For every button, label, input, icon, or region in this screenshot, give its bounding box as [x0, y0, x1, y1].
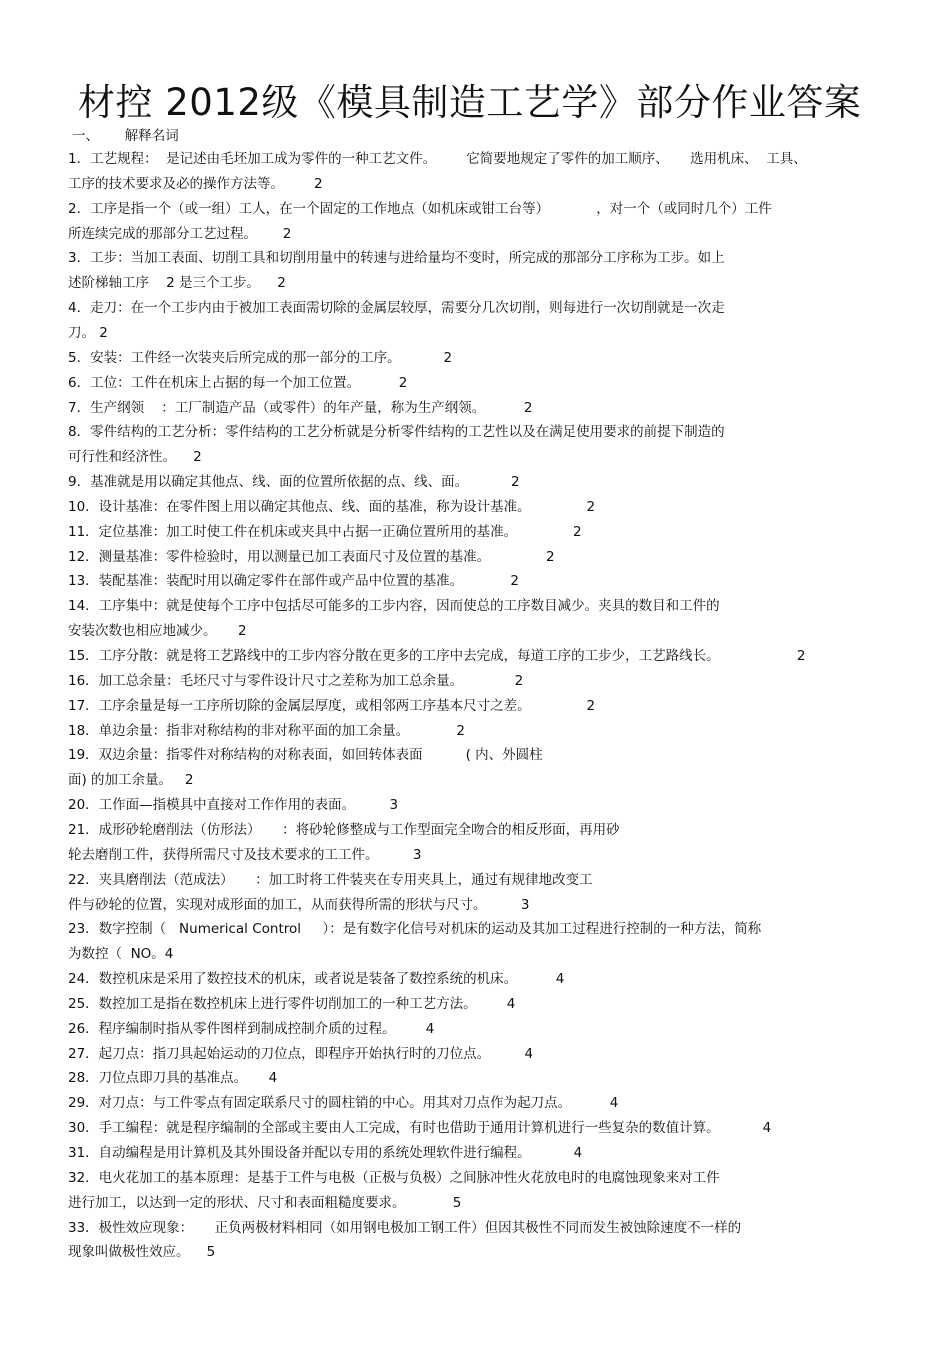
text-line: 2．工序是指一个（或一组）工人，在一个固定的工作地点（如机床或钳工台等） ，对一个（或同时几个）工件 — [68, 200, 772, 217]
text-line: 26．程序编制时指从零件图样到制成控制介质的过程。 4 — [68, 1020, 435, 1037]
text-line: 所连续完成的那部分工艺过程。 2 — [68, 225, 292, 242]
text-line: 16．加工总余量：毛坯尺寸与零件设计尺寸之差称为加工总余量。 2 — [68, 672, 524, 689]
text-line: 1．工艺规程： 是记述由毛坯加工成为零件的一种工艺文件。 它简要地规定了零件的加工顺序、 选用机床、 工具、 — [68, 151, 807, 167]
text-line: 进行加工，以达到一定的形状、尺寸和表面粗糙度要求。 5 — [68, 1194, 462, 1211]
text-line: 13．装配基准：装配时用以确定零件在部件或产品中位置的基准。 2 — [68, 573, 519, 590]
text-line: 10．设计基准：在零件图上用以确定其他点、线、面的基准，称为设计基准。 2 — [68, 498, 596, 515]
text-line: 9．基准就是用以确定其他点、线、面的位置所依据的点、线、面。 2 — [68, 474, 520, 491]
text-line: 20．工作面—指模具中直接对工作作用的表面。 3 — [68, 797, 399, 814]
text-line: 为数控（ NO。4 — [68, 946, 174, 963]
text-line: 28．刀位点即刀具的基准点。 4 — [68, 1070, 278, 1087]
text-line: 12．测量基准：零件检验时，用以测量已加工表面尺寸及位置的基准。 2 — [68, 548, 555, 565]
text-line: 6．工位：工件在机床上占据的每一个加工位置。 2 — [68, 374, 408, 391]
text-line: 19．双边余量：指零件对称结构的对称表面，如回转体表面 ( 内、外圆柱 — [68, 747, 543, 764]
text-line: 件与砂轮的位置，实现对成形面的加工，从而获得所需的形状与尺寸。 3 — [68, 896, 530, 913]
text-line: 述阶梯轴工序 2 是三个工步。 2 — [68, 275, 286, 292]
text-line: 3．工步：当加工表面、切削工具和切削用量中的转速与进给量均不变时，所完成的那部分工序称为工步。如上 — [68, 250, 725, 267]
text-line: 14．工序集中：就是使每个工序中包括尽可能多的工步内容，因而使总的工序数目减少。夹具的数目和工件的 — [68, 598, 720, 615]
section-heading: 一、 解释名词 — [72, 128, 179, 144]
text-line: 22．夹具磨削法（范成法） ：加工时将工件装夹在专用夹具上，通过有规律地改变工 — [68, 871, 593, 888]
text-line: 可行性和经济性。 2 — [68, 449, 202, 466]
text-line: 30．手工编程：就是程序编制的全部或主要由人工完成，有时也借助于通用计算机进行一些复杂的数值计算。 4 — [68, 1120, 772, 1137]
text-line: 17．工序余量是每一工序所切除的金属层厚度，或相邻两工序基本尺寸之差。 2 — [68, 697, 596, 714]
text-line: 27．起刀点：指刀具起始运动的刀位点，即程序开始执行时的刀位点。 4 — [68, 1045, 534, 1062]
text-line: 安装次数也相应地减少。 2 — [68, 623, 247, 640]
page-title: 材控 2012级《模具制造工艺学》部分作业答案 — [78, 81, 862, 124]
text-line: 31．自动编程是用计算机及其外围设备并配以专用的系统处理软件进行编程。 4 — [68, 1145, 583, 1161]
text-line: 现象叫做极性效应。 5 — [68, 1244, 216, 1261]
text-line: 5．安装：工件经一次装夹后所完成的那一部分的工序。 2 — [68, 349, 453, 366]
text-line: 11．定位基准：加工时使工件在机床或夹具中占据一正确位置所用的基准。 2 — [68, 523, 582, 540]
text-line: 23．数字控制（ Numerical Control ）：是有数字化信号对机床的运动及其加工过程进行控制的一种方法，简称 — [68, 921, 762, 938]
text-line: 工序的技术要求及必的操作方法等。 2 — [68, 175, 323, 192]
text-line: 轮去磨削工件，获得所需尺寸及技术要求的工工件。 3 — [68, 846, 422, 863]
text-line: 24．数控机床是采用了数控技术的机床，或者说是装备了数控系统的机床。 4 — [68, 971, 565, 988]
text-line: 15．工序分散：就是将工艺路线中的工步内容分散在更多的工序中去完成，每道工序的工步少，工艺路线长。 2 — [68, 648, 806, 664]
text-line: 18．单边余量：指非对称结构的非对称平面的加工余量。 2 — [68, 722, 465, 739]
text-line: 29．对刀点：与工件零点有固定联系尺寸的圆柱销的中心。用其对刀点作为起刀点。 4 — [68, 1095, 619, 1112]
text-line: 面) 的加工余量。 2 — [68, 772, 194, 789]
text-line: 4．走刀：在一个工步内由于被加工表面需切除的金属层较厚，需要分几次切削，则每进行一次切削就是一次走 — [68, 300, 725, 317]
text-line: 8．零件结构的工艺分析：零件结构的工艺分析就是分析零件结构的工艺性以及在满足使用要求的前提下制造的 — [68, 424, 725, 441]
text-line: 7．生产纲领 ：工厂制造产品（或零件）的年产量，称为生产纲领。 2 — [68, 399, 533, 416]
text-line: 21．成形砂轮磨削法（仿形法） ：将砂轮修整成与工作型面完全吻合的相反形面，再用砂 — [68, 821, 620, 838]
text-line: 33．极性效应现象： 正负两极材料相同（如用钢电极加工钢工件）但因其极性不同而发生被蚀除速度不一样的 — [68, 1219, 742, 1236]
text-line: 32．电火花加工的基本原理：是基于工件与电极（正极与负极）之间脉冲性火花放电时的电腐蚀现象来对工件 — [68, 1169, 720, 1186]
text-line: 刀。 2 — [68, 324, 108, 341]
text-line: 25．数控加工是指在数控机床上进行零件切削加工的一种工艺方法。 4 — [68, 995, 516, 1012]
